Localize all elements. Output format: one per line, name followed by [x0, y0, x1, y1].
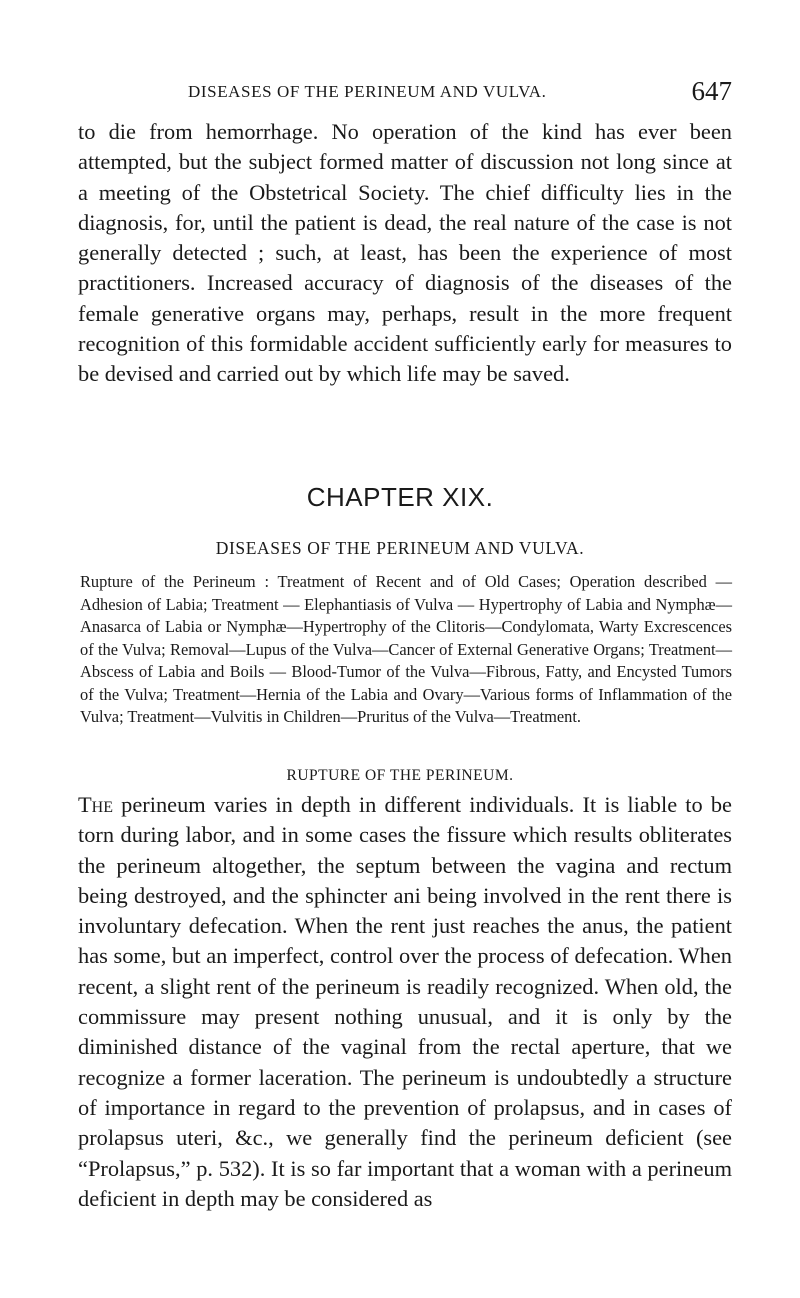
intro-paragraph: to die from hemorrhage. No operation of the kind has ever been attempted, but the subject formed matter of discussion not long since at a meeting of the Obstetrical Society. The chief difficulty lies in the diagnosis, for, until the patient is dead, the real nature of the case is not generally detected ; such, at least, has been the experience of most practitioners. Increased accuracy of diagnosis of the diseases of the female generative organs may, perhaps, result in the more frequent recognition of this formidable accident sufficiently early for measures to be devised and carried out by which life may be saved. [78, 119, 732, 387]
lead-word: The [78, 792, 114, 817]
running-title: DISEASES OF THE PERINEUM AND VULVA. [188, 82, 547, 101]
page-number: 647 [691, 76, 732, 106]
section-heading: RUPTURE OF THE PERINEUM. [286, 767, 514, 784]
chapter-synopsis: Rupture of the Perineum : Treatment of Recent and of Old Cases; Operation described — Adhesion of Labia; Treatment — Elephantiasis of Vulva — Hypertrophy of Labia and Nymphæ—Anasarca of Labia or Nymphæ—Hypertrophy of the Clitoris—Condylomata, Warty Excrescences of the Vulva; Removal—Lupus of the Vulva—Cancer of External Generative Organs; Treatment—Abscess of Labia and Boils — Blood-Tumor of the Vulva—Fibrous, Fatty, and Encysted Tumors of the Vulva; Treatment—Hernia of the Labia and Ovary—Various forms of Inflammation of the Vulva; Treatment—Vulvitis in Children—Pruritus of the Vulva—Treatment. [80, 572, 732, 726]
running-head [78, 76, 732, 108]
section-body-paragraph [78, 790, 732, 1214]
chapter-title: CHAPTER XIX. [306, 482, 494, 512]
chapter-subtitle: DISEASES OF THE PERINEUM AND VULVA. [215, 538, 585, 558]
section-body-text: perineum varies in depth in different individuals. It is liable to be torn during labor, and in some cases the fissure which results obliterates the perineum altogether, the septum between the vagina and rectum being destroyed, and the sphincter ani being involved in the rent there is involuntary defecation. When the rent just reaches the anus, the patient has some, but an imperfect, control over the process of defecation. When recent, a slight rent of the perineum is readily recognized. When old, the commissure may present nothing unusual, and it is only by the diminished distance of the vaginal from the rectal aperture, that we recognize a former laceration. The perineum is undoubtedly a structure of importance in regard to the prevention of prolapsus, and in cases of prolapsus uteri, &c., we generally find the perineum deficient (see “Prolapsus,” p. 532). It is so far important that a woman with a perineum deficient in depth may be considered as [78, 792, 732, 1211]
